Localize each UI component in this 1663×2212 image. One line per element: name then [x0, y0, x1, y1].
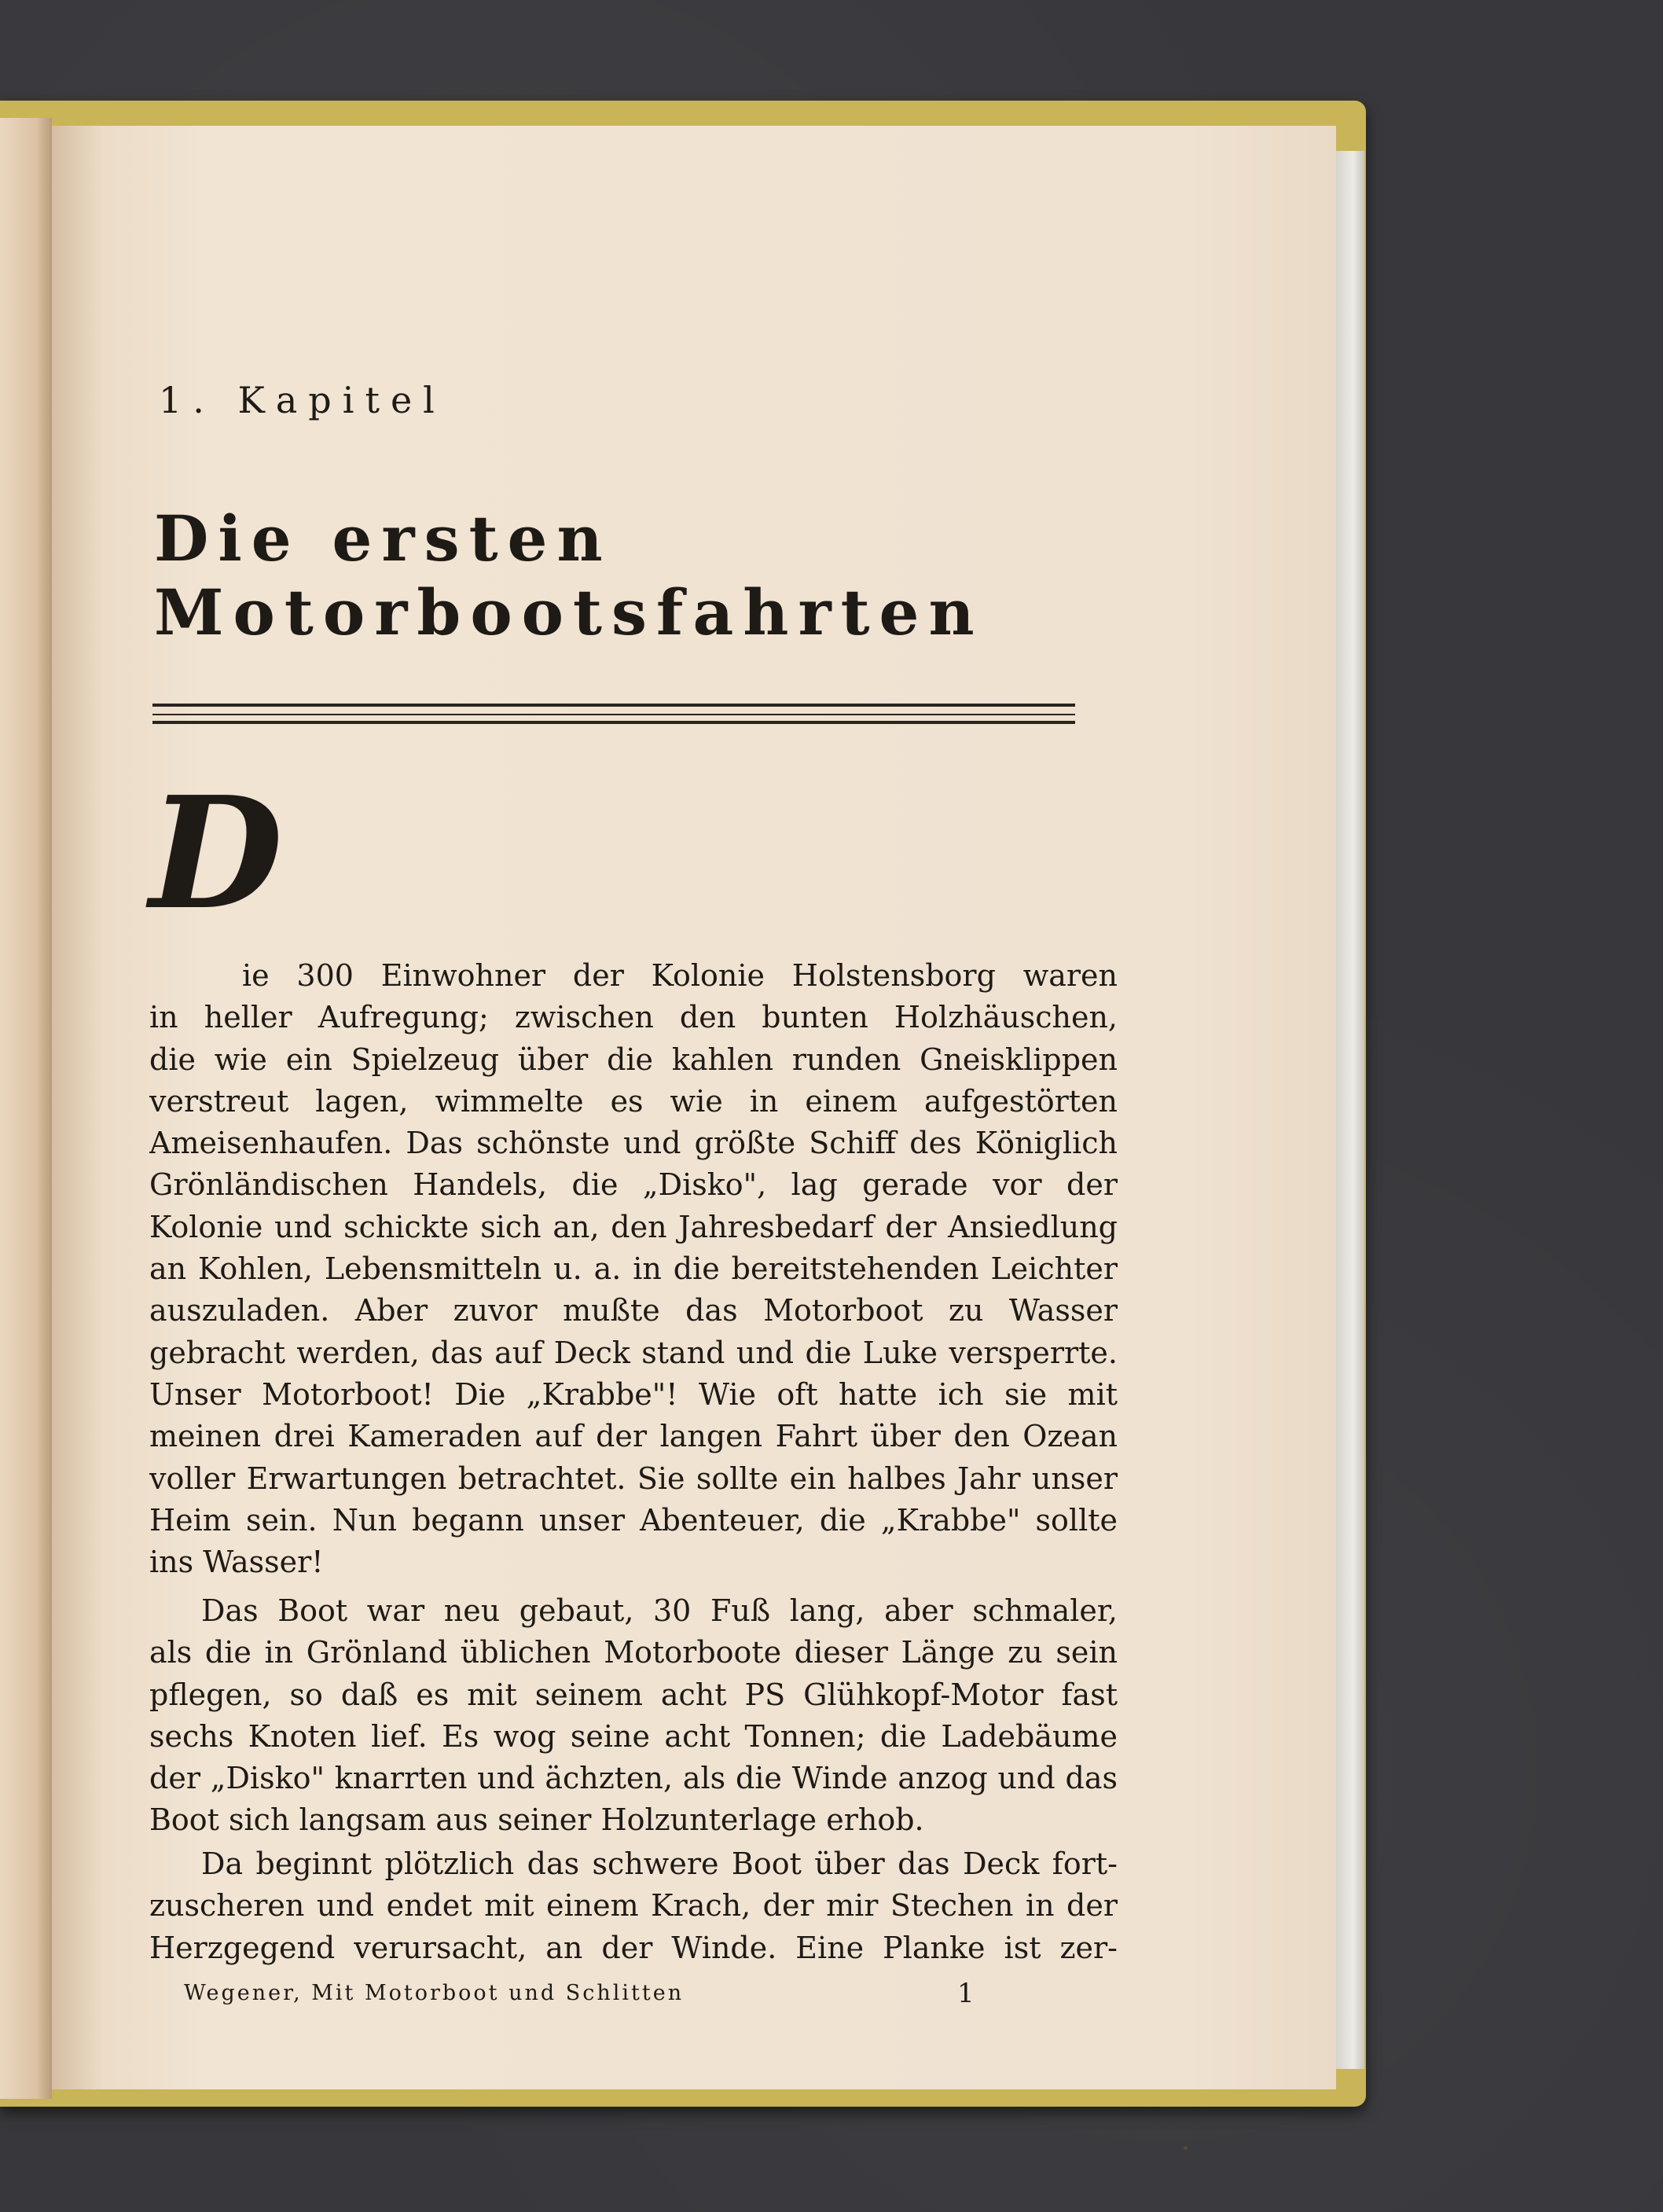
text-line: auszuladen. Aber zuvor mußte das Motorboot zu Wasser — [149, 1293, 1118, 1328]
text-line: pflegen, so daß es mit seinem acht PS Glühkopf-Motor fast — [149, 1677, 1118, 1712]
paragraph-2 — [149, 1590, 1118, 1842]
paragraph-1 — [149, 955, 1118, 1583]
text-line: zuscheren und endet mit einem Krach, der mir Stechen in der — [149, 1888, 1118, 1924]
text-line: meinen drei Kameraden auf der langen Fahrt über den Ozean — [149, 1419, 1118, 1454]
text-line: voller Erwartungen betrachtet. Sie sollte ein halbes Jahr unser — [149, 1461, 1118, 1496]
text-line: die wie ein Spielzeug über die kahlen runden Gneisklippen — [149, 1042, 1118, 1077]
page-number: 1 — [957, 1978, 975, 2009]
text-line: Ameisenhaufen. Das schönste und größte Schiff des Königlich — [149, 1126, 1118, 1161]
signature-line: Wegener, Mit Motorboot und Schlitten — [184, 1981, 685, 2005]
book-page — [52, 126, 1336, 2089]
text-line: Das Boot war neu gebaut, 30 Fuß lang, aber schmaler, — [201, 1593, 1118, 1628]
text-line: ins Wasser! — [149, 1545, 324, 1580]
text-line: Da beginnt plötzlich das schwere Boot über das Deck fort- — [201, 1846, 1118, 1881]
text-line: Kolonie und schickte sich an, den Jahresbedarf der Ansiedlung — [149, 1209, 1118, 1244]
text-line: verstreut lagen, wimmelte es wie in einem aufgestörten — [149, 1083, 1118, 1119]
text-line: an Kohlen, Lebensmitteln u. a. in die bereitstehenden Leichter — [149, 1251, 1118, 1287]
text-line: Herzgegend verursacht, an der Winde. Eine Planke ist zer- — [149, 1930, 1118, 1965]
text-line: gebracht werden, das auf Deck stand und die Luke versperrte. — [149, 1335, 1118, 1370]
text-line: Grönländischen Handels, die „Disko", lag gerade vor der — [149, 1167, 1118, 1203]
text-line: in heller Aufregung; zwischen den bunten Holzhäuschen, — [149, 1000, 1118, 1035]
text-line: Heim sein. Nun begann unser Abenteuer, die „Krabbe" sollte — [149, 1502, 1118, 1538]
title-rule-top — [152, 704, 1075, 707]
text-line: Boot sich langsam aus seiner Holzunterlage erhob. — [149, 1802, 924, 1838]
text-line: Unser Motorboot! Die „Krabbe"! Wie oft hatte ich sie mit — [149, 1376, 1118, 1412]
paragraph-3 — [149, 1843, 1118, 1969]
drop-cap: D — [149, 763, 283, 944]
facing-page-edge — [0, 118, 52, 2099]
title-rule-bottom — [152, 721, 1075, 724]
text-line: ie 300 Einwohner der Kolonie Holstensborg waren — [242, 958, 1118, 993]
title-rule-middle — [152, 714, 1075, 715]
chapter-label: 1. Kapitel — [159, 379, 446, 421]
paper-speck — [1184, 2146, 1188, 2150]
text-line: der „Disko" knarrten und ächzten, als die Winde anzog und das — [149, 1761, 1118, 1796]
page-edges — [1336, 151, 1364, 2069]
text-line: sechs Knoten lief. Es wog seine acht Tonnen; die Ladebäume — [149, 1718, 1118, 1754]
text-line: als die in Grönland üblichen Motorboote dieser Länge zu sein — [149, 1635, 1118, 1670]
chapter-title: Die ersten Motorbootsfahrten — [154, 502, 984, 649]
